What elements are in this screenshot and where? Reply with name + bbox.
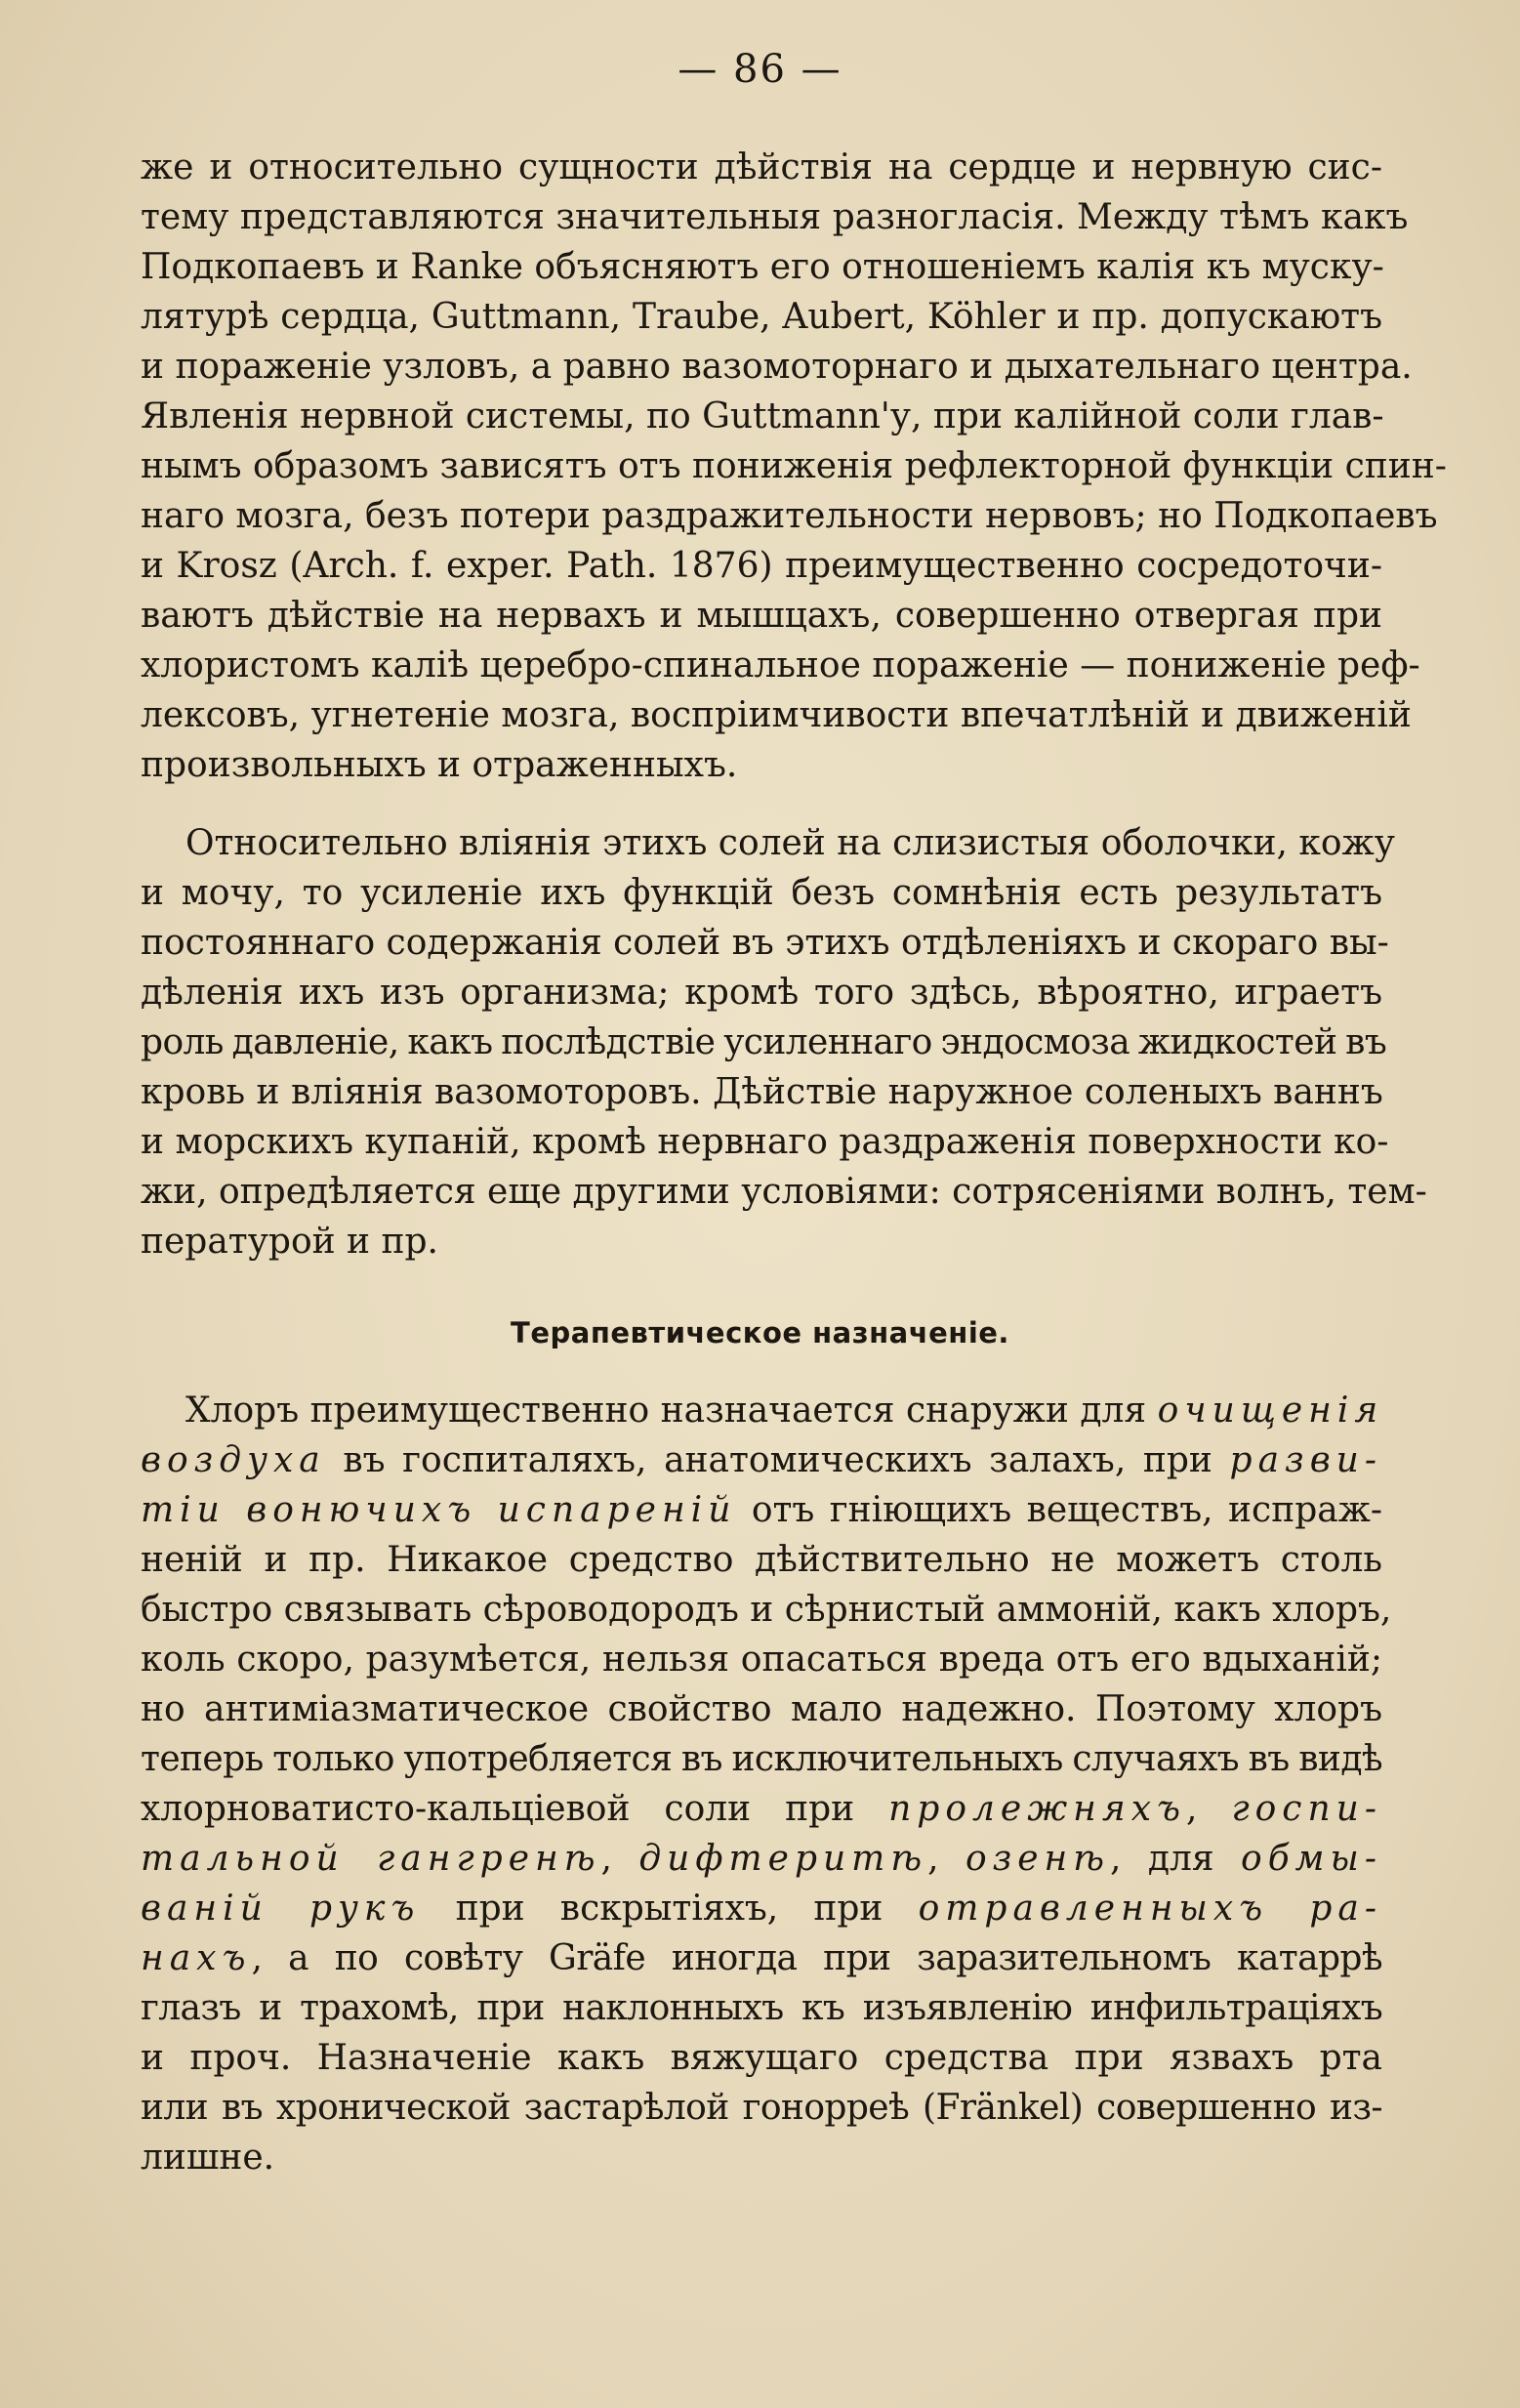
text-line: дѣленія ихъ изъ организма; кромѣ того здѣсь, вѣроятно, играетъ bbox=[141, 973, 1382, 1013]
text-run: отъ гніющихъ веществъ, испраж- bbox=[736, 1490, 1382, 1530]
emphasis-run: ваній рукъ bbox=[141, 1889, 421, 1929]
text-run: , а по совѣту Gräfe иногда при заразительномъ катаррѣ bbox=[251, 1938, 1382, 1978]
text-line: неній и пр. Никакое средство дѣйствительно не можетъ столь bbox=[141, 1540, 1382, 1580]
text-line: произвольныхъ и отраженныхъ. bbox=[141, 745, 738, 785]
text-line bbox=[141, 1435, 1382, 1485]
text-run: , bbox=[1186, 1789, 1232, 1829]
text-line: постояннаго содержанія солей въ этихъ отдѣленіяхъ и скораго вы- bbox=[141, 923, 1389, 963]
paragraph-3 bbox=[141, 1386, 1392, 2182]
text-line: роль давленіе, какъ послѣдствіе усиленнаго эндосмоза жидкостей въ bbox=[141, 1022, 1387, 1062]
text-line: лишне. bbox=[141, 2138, 275, 2178]
text-line: но антиміазматическое свойство мало надежно. Поэтому хлоръ bbox=[141, 1689, 1382, 1729]
text-line: пературой и пр. bbox=[141, 1222, 438, 1262]
text-line: ваютъ дѣйствіе на нервахъ и мышцахъ, совершенно отвергая при bbox=[141, 596, 1382, 636]
text-line: жи, опредѣляется еще другими условіями: сотрясеніями волнъ, тем- bbox=[141, 1172, 1427, 1212]
text-line: кровь и вліянія вазомоторовъ. Дѣйствіе наружное соленыхъ ваннъ bbox=[141, 1072, 1383, 1112]
emphasis-run: отравленныхъ ра- bbox=[918, 1889, 1382, 1929]
text-run: , для bbox=[1110, 1839, 1242, 1879]
text-line: лексовъ, угнетеніе мозга, воспріимчивости впечатлѣній и движеній bbox=[141, 695, 1412, 735]
text-line: глазъ и трахомѣ, при наклонныхъ къ изъявленію инфильтраціяхъ bbox=[141, 1988, 1382, 2028]
emphasis-run: госпи- bbox=[1231, 1789, 1383, 1829]
text-line: лятурѣ сердца, Guttmann, Traube, Aubert, Köhler и пр. допускаютъ bbox=[141, 297, 1382, 337]
text-run: хлорноватисто-кальціевой соли при bbox=[141, 1789, 889, 1829]
text-line bbox=[141, 1933, 1382, 1983]
emphasis-run: очищенія bbox=[1157, 1391, 1384, 1431]
text-run: Хлоръ преимущественно назначается снаружи для bbox=[185, 1391, 1158, 1431]
text-run: , bbox=[927, 1839, 965, 1879]
text-run: въ госпиталяхъ, анатомическихъ залахъ, при bbox=[325, 1440, 1230, 1480]
text-line: нымъ образомъ зависятъ отъ пониженія рефлекторной функціи спин- bbox=[141, 446, 1447, 486]
text-line bbox=[141, 1884, 1382, 1933]
emphasis-run: разви- bbox=[1229, 1440, 1382, 1480]
emphasis-run: обмы- bbox=[1241, 1839, 1382, 1879]
paragraph-2 bbox=[141, 818, 1427, 1266]
text-line: наго мозга, безъ потери раздражительности нервовъ; но Подкопаевъ bbox=[141, 496, 1438, 536]
page-number: — 86 — bbox=[678, 47, 842, 92]
emphasis-run: тальной гангренѣ bbox=[141, 1839, 601, 1879]
text-line: же и относительно сущности дѣйствія на сердце и нервную сис- bbox=[141, 147, 1382, 187]
emphasis-run: озенѣ bbox=[965, 1839, 1111, 1879]
section-heading: Терапевтическое назначеніе. bbox=[511, 1316, 1009, 1349]
text-line: и проч. Назначеніе какъ вяжущаго средства при язвахъ рта bbox=[141, 2038, 1382, 2078]
text-line: и пораженіе узловъ, а равно вазомоторнаго и дыхательнаго центра. bbox=[141, 347, 1413, 387]
text-line bbox=[141, 1784, 1382, 1834]
text-line bbox=[141, 1834, 1382, 1884]
text-line: и морскихъ купаній, кромѣ нервнаго раздраженія поверхности ко- bbox=[141, 1122, 1389, 1162]
text-line: Подкопаевъ и Ranke объясняютъ его отношеніемъ калія къ муску- bbox=[141, 247, 1384, 287]
text-line: быстро связывать сѣроводородъ и сѣрнистый аммоній, какъ хлоръ, bbox=[141, 1590, 1392, 1630]
emphasis-run: воздуха bbox=[141, 1440, 326, 1480]
emphasis-run: пролежняхъ bbox=[888, 1789, 1187, 1829]
text-line: теперь только употребляется въ исключительныхъ случаяхъ въ видѣ bbox=[141, 1739, 1382, 1779]
text-run: , bbox=[600, 1839, 639, 1879]
text-line: и мочу, то усиленіе ихъ функцій безъ сомнѣнія есть результатъ bbox=[141, 873, 1382, 913]
emphasis-run: тіи вонючихъ испареній bbox=[141, 1490, 737, 1530]
text-line: Относительно вліянія этихъ солей на слизистыя оболочки, кожу bbox=[185, 823, 1395, 863]
text-line: тему представляются значительныя разногласія. Между тѣмъ какъ bbox=[141, 197, 1409, 237]
text-line bbox=[141, 1386, 1382, 1435]
paragraph-1 bbox=[141, 143, 1447, 790]
text-run: при вскрытіяхъ, при bbox=[420, 1889, 919, 1929]
text-line bbox=[141, 1485, 1382, 1535]
emphasis-run: дифтеритѣ bbox=[638, 1839, 928, 1879]
text-line: и Krosz (Arch. f. exper. Path. 1876) преимущественно сосредоточи- bbox=[141, 546, 1382, 586]
text-line: или въ хронической застарѣлой гонорреѣ (Fränkel) совершенно из- bbox=[141, 2088, 1382, 2128]
text-line: хлористомъ каліѣ церебро-спинальное пораженіе — пониженіе реф- bbox=[141, 645, 1420, 685]
text-line: Явленія нервной системы, по Guttmann'у, при калійной соли глав- bbox=[141, 396, 1384, 436]
emphasis-run: нахъ bbox=[141, 1938, 252, 1978]
text-line: коль скоро, разумѣется, нельзя опасаться вреда отъ его вдыханій; bbox=[141, 1640, 1382, 1680]
